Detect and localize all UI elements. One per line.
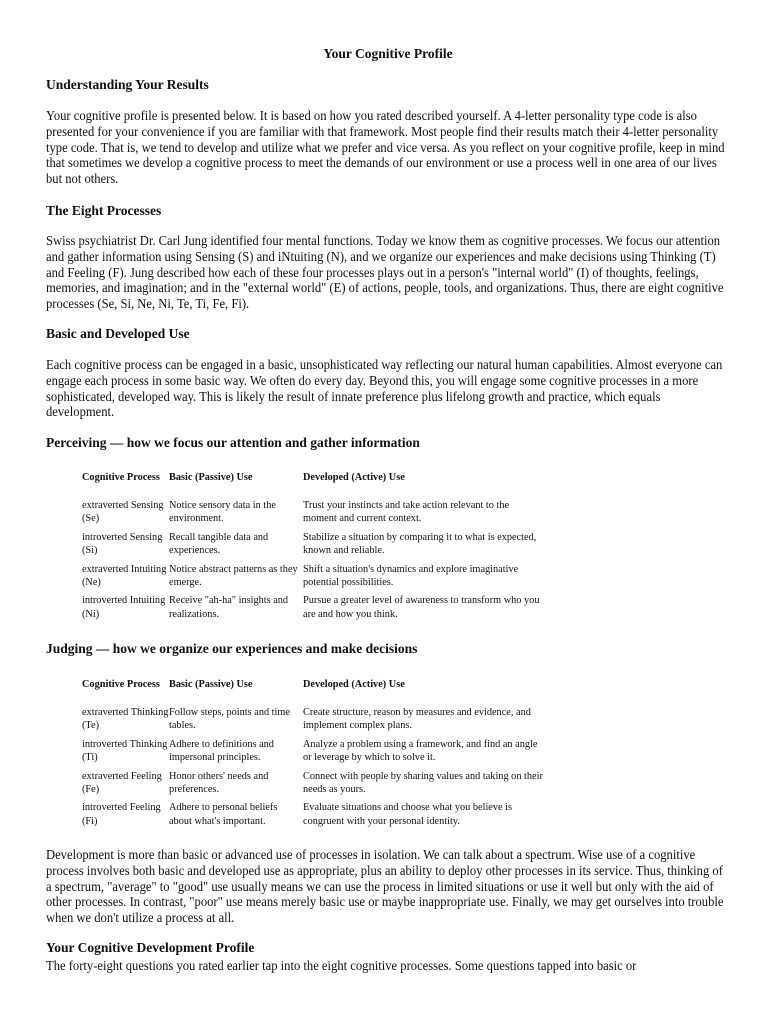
developed-use-cell: Connect with people by sharing values and taking on their needs as yours. — [303, 770, 543, 796]
judging-table — [82, 671, 543, 830]
column-header-process: Cognitive Process — [82, 679, 160, 691]
column-header-basic: Basic (Passive) Use — [169, 472, 253, 484]
developed-use-cell: Analyze a problem using a framework, and find an angle or leverage by which to solve it. — [303, 738, 538, 764]
basic-use-cell: Adhere to definitions and impersonal principles. — [169, 738, 274, 764]
process-cell: introverted Feeling (Fi) — [82, 802, 161, 827]
developed-use-cell: Pursue a greater level of awareness to transform who you are and how you think. — [303, 595, 540, 620]
table-header-row — [82, 671, 543, 703]
process-cell: extraverted Sensing (Se) — [82, 500, 164, 525]
perceiving-table — [82, 464, 543, 623]
understanding-paragraph: Your cognitive profile is presented below. It is based on how you rated described yourself. A 4-letter personality type code is also presented for your convenience if you are familiar with that framework. Most people find their results match their 4-letter personality type code. That is, we tend to develop and utilize what we prefer and vice versa. As you reflect on your cognitive profile, keep in mind that sometimes we develop a cognitive process to meet the demands of our environment or use a process well in one area of our lives but not others. — [46, 108, 725, 187]
table-row — [82, 528, 543, 560]
process-cell: extraverted Thinking (Te) — [82, 707, 169, 732]
table-header-row — [82, 464, 543, 496]
process-cell: introverted Sensing (Si) — [82, 531, 163, 557]
table-row — [82, 703, 543, 735]
developed-use-cell: Trust your instincts and take action relevant to the moment and current context. — [303, 500, 510, 525]
developed-use-cell: Evaluate situations and choose what you believe is congruent with your personal identity. — [303, 802, 513, 827]
table-row — [82, 735, 543, 767]
basic-use-cell: Recall tangible data and experiences. — [169, 531, 269, 557]
basic-use-cell: Honor others' needs and preferences. — [169, 770, 269, 796]
process-cell: extraverted Feeling (Fe) — [82, 770, 162, 796]
column-header-basic: Basic (Passive) Use — [169, 679, 253, 691]
column-header-process: Cognitive Process — [82, 472, 160, 484]
understanding-heading: Understanding Your Results — [46, 77, 209, 92]
process-cell: introverted Intuiting (Ni) — [82, 595, 166, 620]
table-row — [82, 767, 543, 799]
column-header-developed: Developed (Active) Use — [303, 679, 405, 691]
eight-processes-paragraph: Swiss psychiatrist Dr. Carl Jung identified four mental functions. Today we know them as cognitive processes. We focus our attention and gather information using Sensing (S) and iNtuiting (N), and we organize our experiences and make decisions using Thinking (T) and Feeling (F). Jung described how each of these four processes plays out in a person's "internal world" (I) of thoughts, feelings, memories, and imagination; and in the "external world" (E) of actions, people, tools, and organizations. Thus, there are eight cognitive processes (Se, Si, Ne, Ni, Te, Ti, Fe, Fi). — [46, 233, 724, 312]
basic-use-cell: Notice abstract patterns as they emerge. — [169, 563, 298, 589]
basic-developed-heading: Basic and Developed Use — [46, 326, 190, 341]
column-header-developed: Developed (Active) Use — [303, 472, 405, 484]
developed-use-cell: Shift a situation's dynamics and explore imaginative potential possibilities. — [303, 563, 519, 589]
table-row — [82, 591, 543, 623]
process-cell: extraverted Intuiting (Ne) — [82, 563, 167, 589]
table-row — [82, 496, 543, 528]
developed-use-cell: Create structure, reason by measures and evidence, and implement complex plans. — [303, 707, 531, 732]
eight-processes-heading: The Eight Processes — [46, 203, 162, 218]
development-paragraph: Development is more than basic or advanced use of processes in isolation. We can talk about a spectrum. Wise use of a cognitive process involves both basic and developed use as appropriate, plus an ability to deploy other processes in its service. Thus, thinking of a spectrum, "average" to "good" use usually means we can use the process in limited situations or use it well but only with the aid of other processes. In contrast, "poor" use means merely basic use or maybe inappropriate use. Finally, we may get ourselves into trouble when we don't utilize a process at all. — [46, 847, 724, 926]
basic-use-cell: Notice sensory data in the environment. — [169, 500, 276, 525]
basic-use-cell: Adhere to personal beliefs about what's important. — [169, 802, 278, 827]
basic-use-cell: Receive "ah-ha" insights and realizations. — [169, 595, 289, 620]
profile-paragraph: The forty-eight questions you rated earlier tap into the eight cognitive processes. Some questions tapped into basic or — [46, 958, 637, 973]
process-cell: introverted Thinking (Ti) — [82, 738, 168, 764]
perceiving-heading: Perceiving — how we focus our attention and gather information — [46, 435, 420, 450]
developed-use-cell: Stabilize a situation by comparing it to what is expected, known and reliable. — [303, 531, 537, 557]
table-row — [82, 798, 543, 830]
profile-heading: Your Cognitive Development Profile — [46, 940, 255, 955]
basic-developed-paragraph: Each cognitive process can be engaged in a basic, unsophisticated way reflecting our natural human capabilities. Almost everyone can engage each process in some basic way. We often do every day. Beyond this, you will engage some cognitive processes in a more sophisticated, developed way. This is likely the result of innate preference plus lifelong growth and practice, which equals development. — [46, 357, 723, 420]
basic-use-cell: Follow steps, points and time tables. — [169, 707, 290, 732]
page-title: Your Cognitive Profile — [323, 46, 453, 61]
table-row — [82, 560, 543, 592]
judging-heading: Judging — how we organize our experiences and make decisions — [46, 641, 418, 656]
